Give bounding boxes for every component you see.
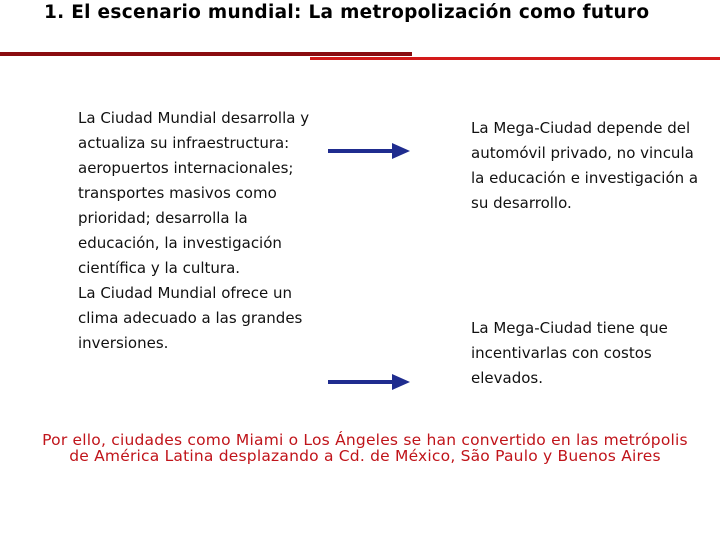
mega-city-costs-text: La Mega-Ciudad tiene que incentivarlas con costos elevados. — [471, 319, 668, 387]
mega-city-automobile-text: La Mega-Ciudad depende del automóvil privado, no vincula la educación e investigación a su desarrollo. — [471, 119, 699, 212]
arrow-right-icon — [328, 372, 410, 392]
title-underline-light — [310, 57, 720, 60]
conclusion-text: Por ello, ciudades como Miami o Los Ángeles se han convertido en las metrópolis de América Latina desplazando a Cd. de México, São Paulo y Buenos Aires — [42, 431, 688, 465]
slide-title: 1. El escenario mundial: La metropolización como futuro — [44, 2, 650, 23]
arrow-right-icon — [328, 141, 410, 161]
world-city-column — [78, 106, 318, 356]
world-city-investment-text: La Ciudad Mundial ofrece un clima adecuado a las grandes inversiones. — [78, 284, 303, 352]
title-underline-dark — [0, 52, 412, 56]
world-city-infrastructure-text: La Ciudad Mundial desarrolla y actualiza su infraestructura: aeropuertos internacionales; transportes masivos como prioridad; desarrolla la educación, la investigación científica y la cultura. — [78, 109, 310, 277]
